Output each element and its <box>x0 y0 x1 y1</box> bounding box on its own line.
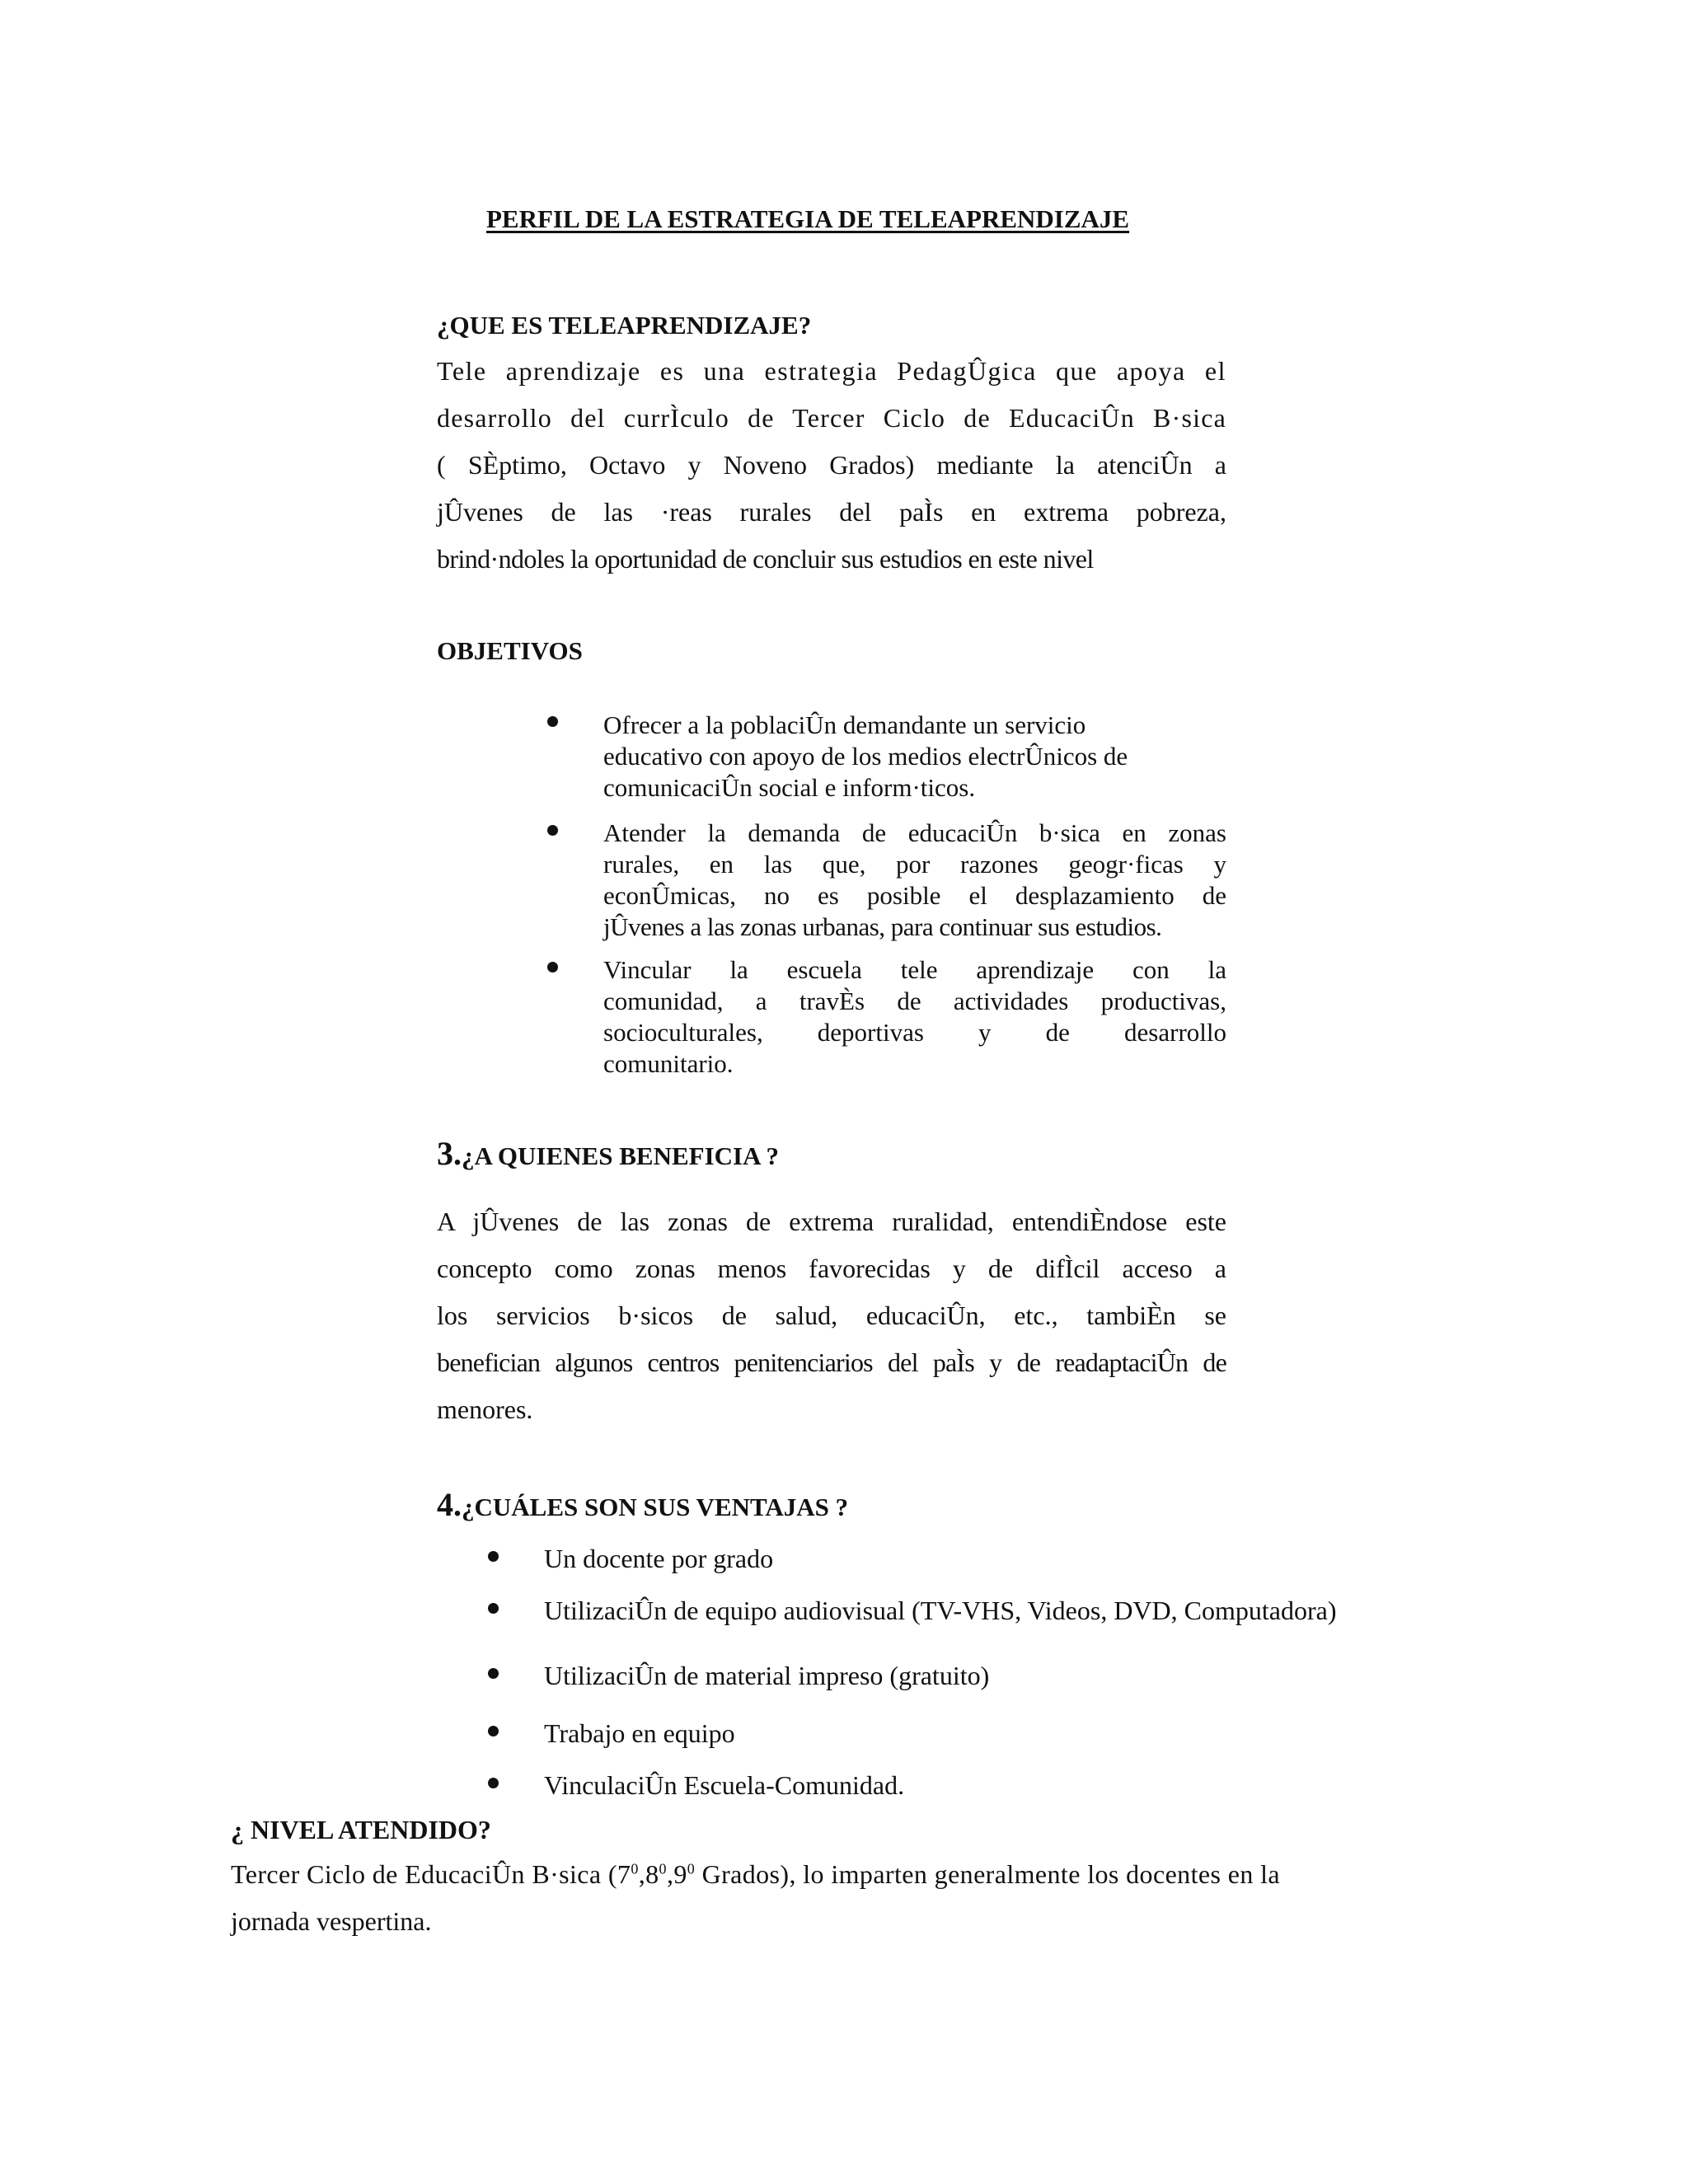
list-item-line: jÛvenes a las zonas urbanas, para continuar sus estudios. <box>603 912 1162 941</box>
nivel-line-2: jornada vespertina. <box>231 1906 432 1936</box>
list-item-text: Trabajo en equipo <box>544 1718 735 1748</box>
list-item-text: UtilizaciÛn de equipo audiovisual (TV-VHS, Videos, DVD, Computadora) <box>544 1596 1337 1625</box>
superscript: 0 <box>659 1860 667 1877</box>
paragraph-line: menores. <box>437 1394 533 1424</box>
paragraph-line: benefician algunos centros penitenciarios del paÌs y de readaptaciÛn de <box>437 1347 1226 1377</box>
superscript: 0 <box>631 1860 639 1877</box>
list-item-text: UtilizaciÛn de material impreso (gratuito) <box>544 1661 990 1690</box>
list-item-line: Vincular la escuela tele aprendizaje con la <box>603 955 1226 984</box>
list-item-text: VinculaciÛn Escuela-Comunidad. <box>544 1770 905 1800</box>
paragraph-line: brind·ndoles la oportunidad de concluir sus estudios en este nivel <box>437 544 1094 574</box>
bullet-icon <box>547 825 558 836</box>
paragraph-line: ( SÈptimo, Octavo y Noveno Grados) mediante la atenciÛn a <box>437 450 1226 480</box>
superscript: 0 <box>687 1860 696 1877</box>
nivel-text: Grados), lo imparten generalmente los docentes en la <box>695 1859 1281 1889</box>
bullet-icon <box>547 962 558 972</box>
list-item-line: socioculturales, deportivas y de desarrollo <box>603 1018 1226 1047</box>
list-item-line: educativo con apoyo de los medios electrÛnicos de <box>603 742 1128 771</box>
bullet-icon <box>488 1551 499 1562</box>
nivel-line-1 <box>231 1859 1280 1890</box>
section-number: 3. <box>437 1135 462 1172</box>
list-item-line: rurales, en las que, por razones geogr·ficas y <box>603 850 1226 879</box>
nivel-text: ,8 <box>638 1859 659 1889</box>
section-heading-objetivos: OBJETIVOS <box>437 636 583 665</box>
paragraph-line: desarrollo del currÌculo de Tercer Ciclo de EducaciÛn B·sica <box>437 403 1226 433</box>
paragraph-line: los servicios b·sicos de salud, educaciÛn, etc., tambiÈn se <box>437 1301 1226 1330</box>
paragraph-line: Tele aprendizaje es una estrategia PedagÛgica que apoya el <box>437 356 1226 386</box>
list-item-line: econÛmicas, no es posible el desplazamiento de <box>603 881 1226 910</box>
section-heading-beneficia <box>437 1134 779 1173</box>
list-item-line: comunicaciÛn social e inform·ticos. <box>603 773 976 802</box>
paragraph-line: concepto como zonas menos favorecidas y de difÌcil acceso a <box>437 1254 1226 1283</box>
section-heading-ventajas <box>437 1485 848 1524</box>
page-title: PERFIL DE LA ESTRATEGIA DE TELEAPRENDIZAJE <box>486 204 1130 233</box>
nivel-text: ,9 <box>666 1859 687 1889</box>
section-heading-nivel: ¿ NIVEL ATENDIDO? <box>231 1815 491 1844</box>
paragraph-line: jÛvenes de las ·reas rurales del paÌs en extrema pobreza, <box>437 497 1226 527</box>
list-item-line: comunitario. <box>603 1049 734 1078</box>
section-heading-que-es: ¿QUE ES TELEAPRENDIZAJE? <box>437 311 812 340</box>
nivel-text: Tercer Ciclo de EducaciÛn B·sica (7 <box>231 1859 631 1889</box>
bullet-icon <box>547 716 558 727</box>
section-heading-text: ¿CUÁLES SON SUS VENTAJAS ? <box>462 1493 849 1521</box>
list-item-line: comunidad, a travÈs de actividades productivas, <box>603 987 1226 1015</box>
list-item-line: Ofrecer a la poblaciÛn demandante un servicio <box>603 710 1086 739</box>
section-heading-text: ¿A QUIENES BENEFICIA ? <box>462 1141 780 1170</box>
bullet-icon <box>488 1778 499 1788</box>
list-item-text: Un docente por grado <box>544 1544 774 1573</box>
list-item-line: Atender la demanda de educaciÛn b·sica en zonas <box>603 818 1226 847</box>
section-number: 4. <box>437 1486 462 1523</box>
bullet-icon <box>488 1726 499 1736</box>
bullet-icon <box>488 1668 499 1679</box>
paragraph-line: A jÛvenes de las zonas de extrema ruralidad, entendiÈndose este <box>437 1207 1226 1236</box>
bullet-icon <box>488 1603 499 1614</box>
